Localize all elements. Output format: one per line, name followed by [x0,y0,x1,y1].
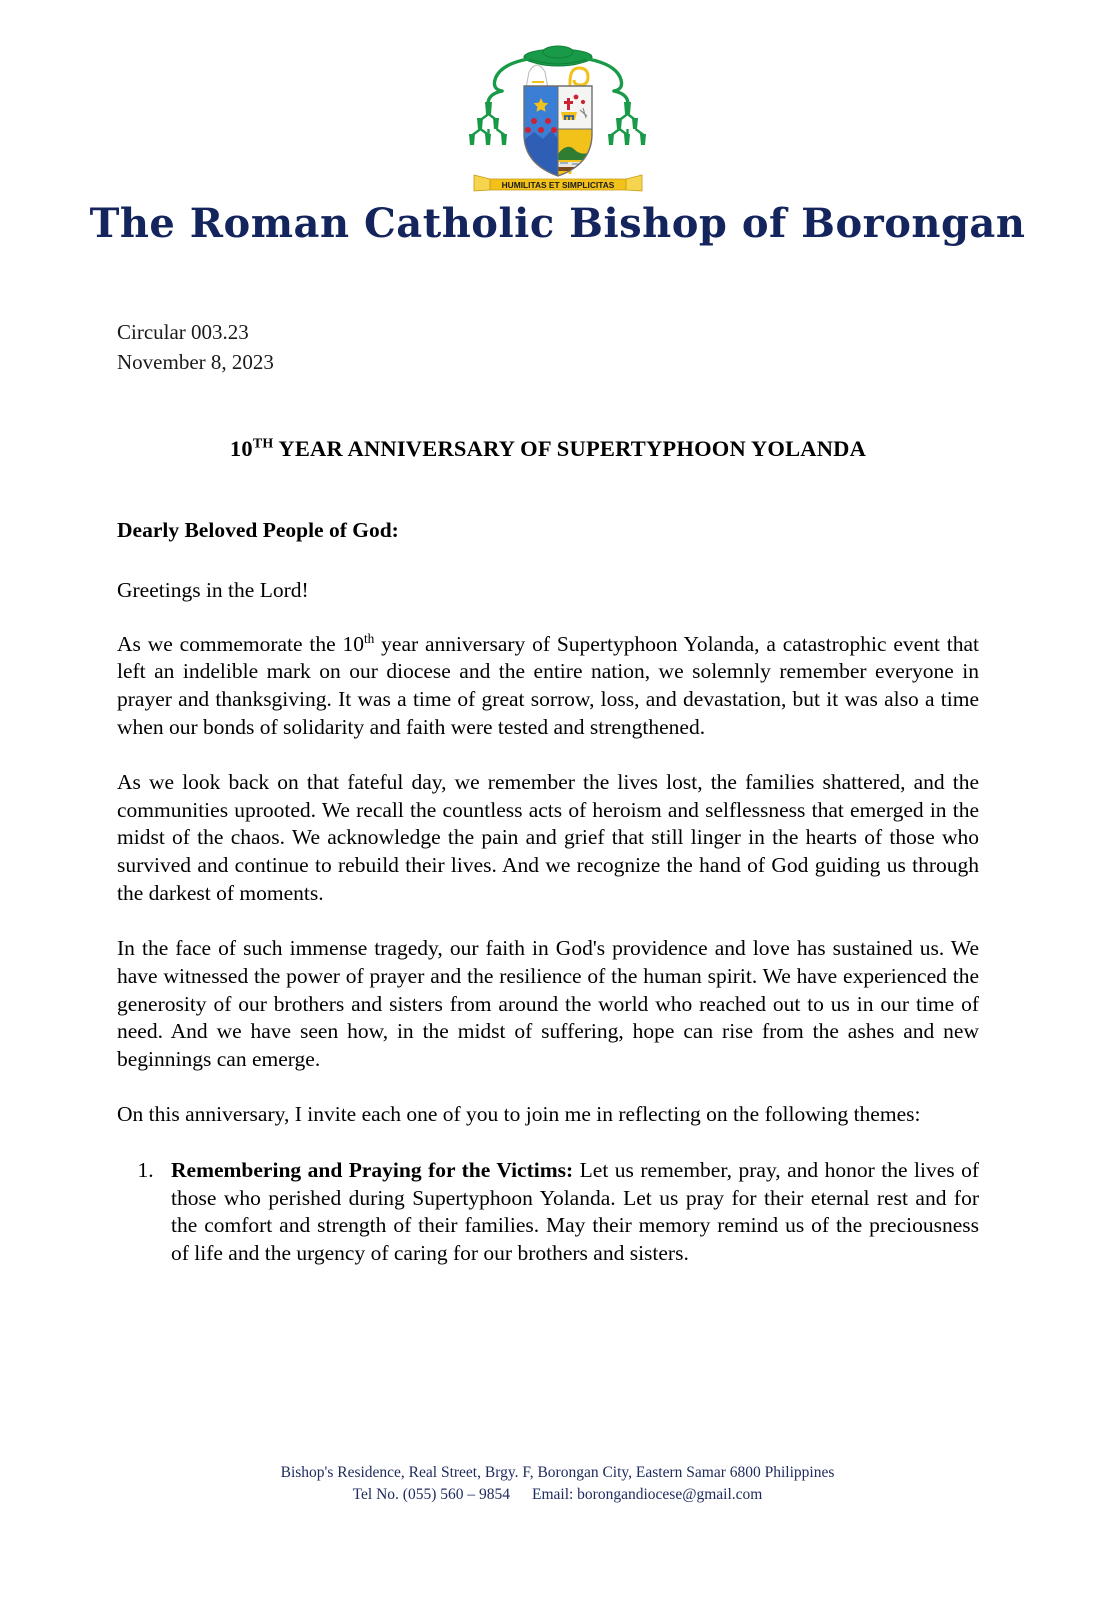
letterhead [0,0,1115,245]
coat-of-arms [428,42,688,197]
paragraph-1-before: As we commemorate the 10 [117,631,364,656]
paragraph-1-after: year anniversary of Supertyphoon Yolanda, a catastrophic event that left an indelible mark on our diocese and the entire nation, we solemnly remember everyone in prayer and thanksgiving. It was a time of great sorrow, loss, and devastation, but it was also a time when our bonds of solidarity and faith were tested and strengthened. [117,631,980,739]
circular-date: November 8, 2023 [117,349,274,374]
shield [524,86,592,182]
footer-contact [0,1484,1115,1506]
coat-of-arms-icon [428,42,688,197]
theme-text: Let us remember, pray, and honor the lives of those who perished during Supertyphoon Yolanda. Let us pray for their eternal rest and for the comfort and strength of their families. May their memory remind us of the preciousness of life and the urgency of caring for our brothers and sisters. [171,1158,980,1265]
footer-telephone: Tel No. (055) 560 – 9854 [352,1486,510,1504]
list-item [159,1157,979,1268]
organization-title: The Roman Catholic Bishop of Borongan [89,200,1026,247]
footer [0,1462,1115,1507]
footer-address: Bishop's Residence, Real Street, Brgy. F, Borongan City, Eastern Samar 6800 Philippines [280,1464,835,1481]
circular-number: Circular 003.23 [117,320,249,344]
heading-rest: YEAR ANNIVERSARY OF SUPERTYPHOON YOLANDA [273,435,867,461]
paragraph-1-superscript: th [363,630,375,646]
paragraph-4: On this anniversary, I invite each one of you to join me in reflecting on the following themes: [117,1102,921,1127]
theme-title: Remembering and Praying for the Victims: [171,1158,574,1182]
greeting: Greetings in the Lord! [117,577,309,602]
paragraph-1 [117,631,979,742]
motto-text: HUMILITAS ET SIMPLICITAS [501,180,614,190]
salutation: Dearly Beloved People of God: [117,517,399,542]
heading-prefix: 10 [229,435,253,461]
heading-superscript: TH [252,436,274,452]
mitre-icon [526,65,548,88]
document-heading [117,436,979,462]
paragraph-3: In the face of such immense tragedy, our faith in God's providence and love has sustained us. We have witnessed the power of prayer and the resilience of the human spirit. We have experienced the generosity of our brothers and sisters from around the world who reached out to us in our time of need. And we have seen how, in the midst of suffering, hope can rise from the ashes and new beginnings can emerge. [117,936,979,1071]
paragraph-2: As we look back on that fateful day, we remember the lives lost, the families shattered, and the communities uprooted. We recall the countless acts of heroism and selflessness that emerged in the midst of the chaos. We acknowledge the pain and grief that still linger in the hearts of those who survived and continue to rebuild their lives. And we recognize the hand of God guiding us through the darkest of moments. [117,770,979,905]
motto-banner [474,175,642,191]
themes-list [117,1157,979,1268]
document-body [117,318,979,1268]
footer-email: Email: borongandiocese@gmail.com [531,1486,763,1504]
